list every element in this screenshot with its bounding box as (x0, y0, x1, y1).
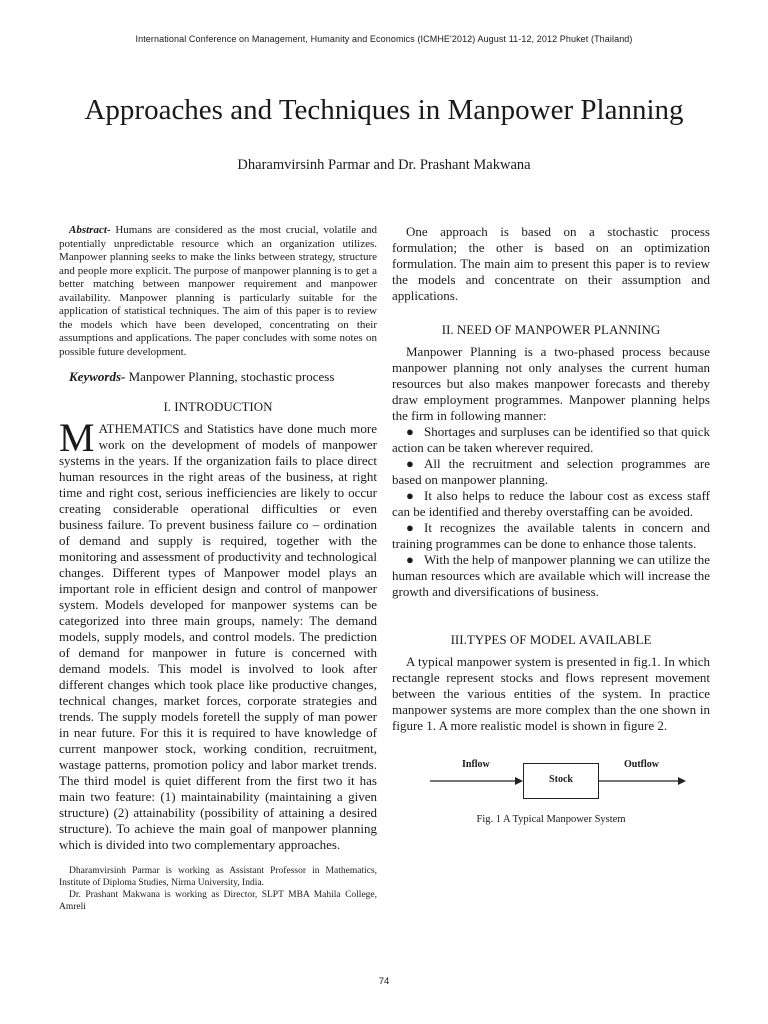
bullet-item (392, 552, 710, 600)
section-2-heading-part-6: LANNING (601, 322, 661, 337)
right-intro-paragraph: One approach is based on a stochastic process formulation; the other is based on an optimization formulation. The main aim to present this paper is to review the models and concentrate on their assumption and applications. (392, 224, 710, 303)
section-3-heading-part-2: YPES OF (474, 632, 530, 647)
section-1-heading: I. INTRODUCTION (163, 399, 273, 414)
inflow-label: Inflow (462, 759, 490, 770)
conference-header: International Conference on Management, Humanity and Economics (ICMHE'2012) August 11-12, 2012 Phuket (Thailand) (135, 34, 633, 44)
bullet-text: It also helps to reduce the labour cost as excess staff can be identified and thereby overstaffing can be avoided. (392, 488, 710, 519)
keywords (59, 369, 377, 385)
footnote-item: Dharamvirsinh Parmar is working as Assistant Professor in Mathematics, Institute of Diploma Studies, Nirma University, India. (59, 866, 377, 888)
section-3-heading (392, 632, 710, 648)
drop-cap: M (59, 415, 95, 460)
section-3-heading-part-4: ODEL (541, 632, 579, 647)
section-3-heading-part-5: A (578, 632, 589, 647)
left-column (59, 224, 377, 853)
section-3-heading-part-6: VAILABLE (588, 632, 652, 647)
page-number: 74 (378, 976, 390, 987)
stock-box: Stock (523, 763, 599, 799)
figure-1-diagram (430, 755, 690, 805)
section-3-heading-part-1: III.T (450, 632, 475, 647)
section-1-text: ATHEMATICS and Statistics have done much more work on the development of models of manpower systems in the years. If the organization fails to place direct human resources in the right areas of the business, at right time and right cost, serious inefficiencies are likely to occur creating considerable operational difficulties or even business failure. To prevent business failure co – ordination of demand and supply is required, together with the monitoring and assessment of productivity and technological changes. Different types of Manpower model plays an important role in efficient design and control of manpower system. Models developed for manpower systems can be categorized into three main groups, namely: The demand models, supply models, and control models. The prediction of demand for manpower in future is concerned with demand models. This model is involved to look after different changes which took place like productive changes, technical changes, market forces, corporate strategies and trends. The supply models foretell the supply of man power in near future. For this it is required to have knowledge of current manpower stock, working condition, recruitment, wastage patterns, promotion policy and labor market trends. The third model is quiet different from the first two it has main two feature: (1) maintainability (maintaining a given structure) (2) attainability (possibility of attaining a desired structure). To achieve the main goal of manpower planning which is divided into two complementary approaches. (59, 421, 377, 852)
section-3-body: A typical manpower system is presented in fig.1. In which rectangle represent stocks and flows represent movement between the various entities of the system. In practice manpower systems are more complex than the one shown in figure 1. A more realistic model is shown in figure 2. (392, 654, 710, 733)
section-2-heading-part-4: ANPOWER (526, 322, 594, 337)
section-2-heading-part-1: II. N (441, 322, 467, 337)
outflow-label: Outflow (624, 759, 659, 770)
bullet-item (392, 520, 710, 552)
inflow-arrow-head (515, 777, 523, 785)
bullet-text: All the recruitment and selection programmes are based on manpower planning. (392, 456, 710, 487)
abstract-text: Humans are considered as the most crucial, volatile and potentially unpredictable resource which an organization utilizes. Manpower planning seeks to make the links between strategy, structure and people more explicit. The purpose of manpower planning is to get a better matching between manpower requirement and manpower availability. Manpower planning is particularly suitable for the application of statistical techniques. The aim of this paper is to review the models which have been developed, concentrating on their assumptions and applications. The paper concludes with some notes on possible future development. (59, 224, 377, 358)
section-3-heading-part-3: M (529, 632, 542, 647)
keywords-text: Manpower Planning, stochastic process (128, 369, 335, 384)
section-2-body: Manpower Planning is a two-phased process because manpower planning not only analyses the current human resources but also makes manpower forecasts and thereby draw employment programmes. Manpower planning helps the firm in following manner: (392, 344, 710, 423)
bullet-text: Shortages and surpluses can be identified so that quick action can be taken wherever required. (392, 424, 710, 455)
abstract-label: Abstract- (69, 224, 111, 236)
bullet-icon: ● (406, 488, 414, 503)
figure-1-caption: Fig. 1 A Typical Manpower System (476, 814, 626, 825)
author-footnotes (59, 865, 377, 913)
keywords-label: Keywords- (69, 369, 126, 384)
section-2-heading-part-3: M (514, 322, 527, 337)
bullet-icon: ● (406, 552, 414, 567)
right-column (392, 224, 710, 734)
outflow-arrow-head (678, 777, 686, 785)
bullet-icon: ● (406, 520, 414, 535)
section-1-body (59, 415, 377, 853)
bullet-icon: ● (406, 456, 414, 471)
section-2-heading (392, 322, 710, 338)
bullet-text: It recognizes the available talents in concern and training programmes can be done to enhance those talents. (392, 520, 710, 551)
paper-authors: Dharamvirsinh Parmar and Dr. Prashant Makwana (237, 157, 531, 173)
footnote-item: Dr. Prashant Makwana is working as Director, SLPT MBA Mahila College, Amreli (59, 890, 377, 912)
bullet-text: With the help of manpower planning we can utilize the human resources which are available which will increase the growth and diversifications of business. (392, 552, 710, 599)
bullet-item (392, 456, 710, 488)
abstract (59, 224, 377, 359)
bullet-item (392, 488, 710, 520)
section-2-heading-part-5: P (593, 322, 602, 337)
section-2-heading-part-2: EED OF (466, 322, 515, 337)
bullet-item (392, 424, 710, 456)
bullet-icon: ● (406, 424, 414, 439)
paper-title: Approaches and Techniques in Manpower Planning (84, 94, 684, 126)
